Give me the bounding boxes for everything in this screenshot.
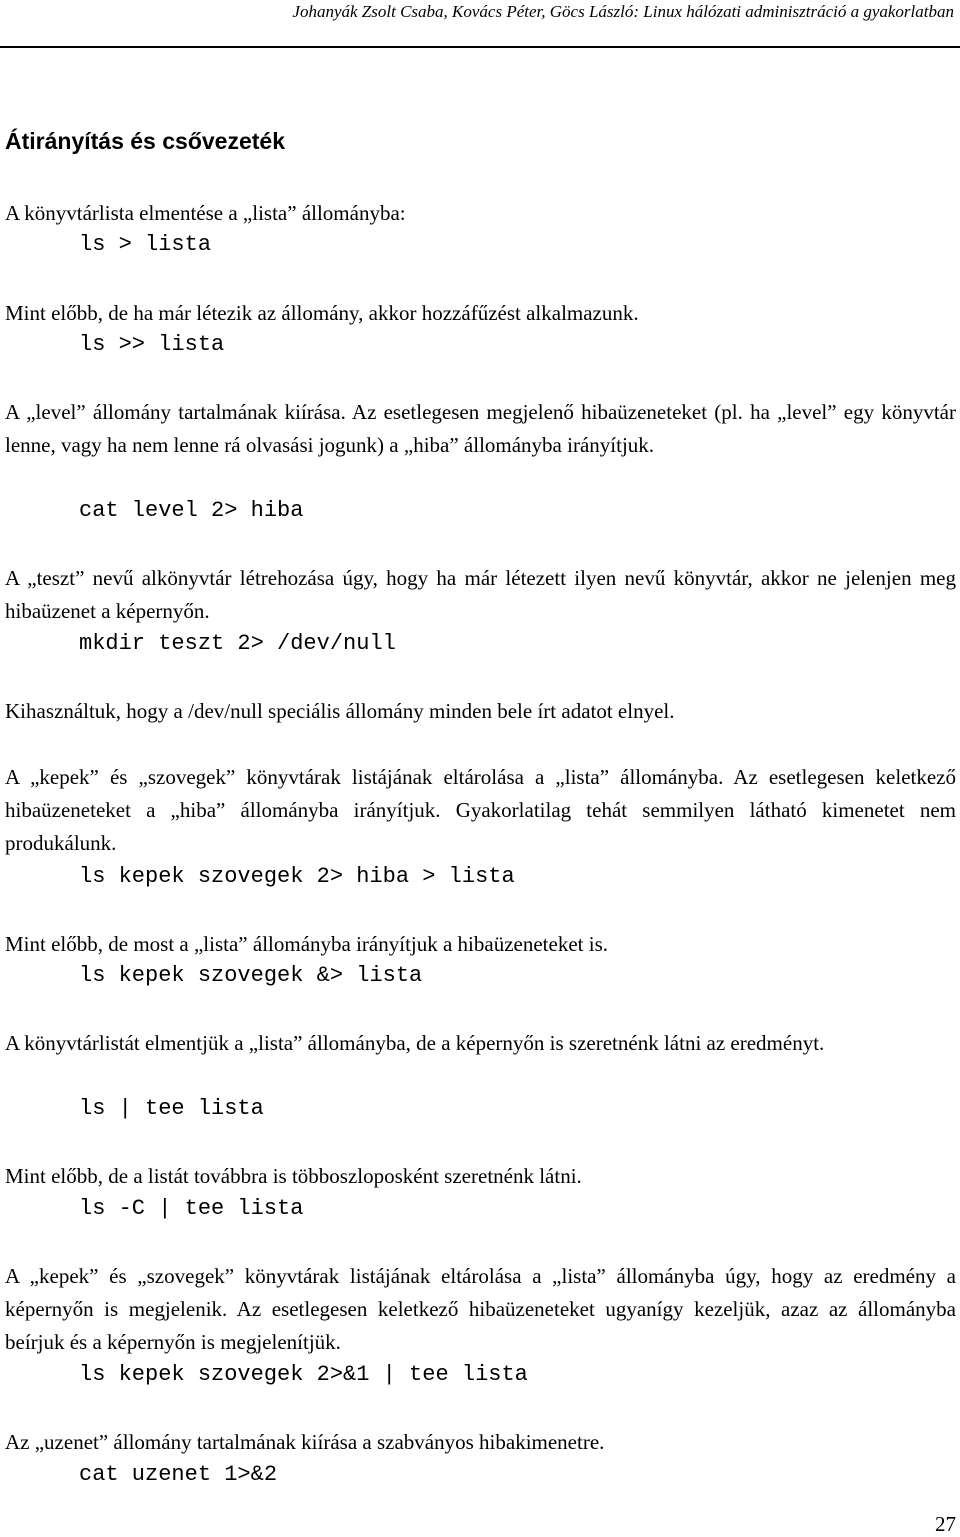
paragraph-mkdir-teszt: A „teszt” nevű alkönyvtár létrehozása úgy, hogy ha már létezett ilyen nevű könyvtár, akkor ne jelenjen meg hibaüzenet a képernyőn.	[5, 566, 956, 623]
paragraph-kepek-szovegek: A „kepek” és „szovegek” könyvtárak listájának eltárolása a „lista” állományba. Az esetlegesen keletkező hibaüzeneteket a „hiba” állományba irányítjuk. Gyakorlatilag tehát semmilyen látható kimenetet nem produkálunk.	[5, 765, 956, 855]
code-ls-ampersand: ls kepek szovegek &> lista	[79, 963, 423, 988]
code-ls-redirect: ls > lista	[79, 232, 212, 257]
paragraph-multicolumn: Mint előbb, de a listát továbbra is többoszloposként szeretnénk látni.	[5, 1164, 582, 1188]
header-divider	[0, 46, 960, 48]
paragraph-save-listing: A könyvtárlista elmentése a „lista” állományba:	[5, 201, 406, 225]
code-cat-level: cat level 2> hiba	[79, 498, 304, 523]
paragraph-errors-too: Mint előbb, de most a „lista” állományba irányítjuk a hibaüzeneteket is.	[5, 932, 608, 956]
paragraph-stderr: Az „uzenet” állomány tartalmának kiírása a szabványos hibakimenetre.	[5, 1430, 605, 1454]
code-ls-2-and-1-tee: ls kepek szovegek 2>&1 | tee lista	[79, 1362, 528, 1387]
code-ls-tee: ls | tee lista	[79, 1096, 264, 1121]
code-ls-append: ls >> lista	[79, 332, 225, 357]
paragraph-tee: A könyvtárlistát elmentjük a „lista” állományba, de a képernyőn is szeretnénk látni az eredményt.	[5, 1031, 825, 1055]
paragraph-append: Mint előbb, de ha már létezik az állomány, akkor hozzáfűzést alkalmazunk.	[5, 301, 639, 325]
code-ls-hiba-lista: ls kepek szovegek 2> hiba > lista	[79, 864, 515, 889]
code-cat-uzenet: cat uzenet 1>&2	[79, 1462, 278, 1487]
paragraph-dev-null: Kihasználtuk, hogy a /dev/null speciális állomány minden bele írt adatot elnyel.	[5, 699, 675, 723]
paragraph-cat-level: A „level” állomány tartalmának kiírása. Az esetlegesen megjelenő hibaüzeneteket (pl. ha „level” egy könyvtár lenne, vagy ha nem lenne rá olvasási jogunk) a „hiba” állományba irányítjuk.	[5, 400, 956, 457]
code-ls-c-tee: ls -C | tee lista	[79, 1196, 304, 1221]
section-title: Átirányítás és csővezeték	[5, 128, 285, 154]
paragraph-tee-errors: A „kepek” és „szovegek” könyvtárak listájának eltárolása a „lista” állományba úgy, hogy az eredmény a képernyőn is megjelenik. Az esetlegesen keletkező hibaüzeneteket ugyanígy kezeljük, azaz az állományba beírjuk és a képernyőn is megjelenítjük.	[5, 1264, 956, 1354]
page-number: 27	[935, 1512, 956, 1536]
code-mkdir-teszt: mkdir teszt 2> /dev/null	[79, 631, 396, 656]
running-header: Johanyák Zsolt Csaba, Kovács Péter, Göcs László: Linux hálózati adminisztráció a gyakorlatban	[292, 2, 954, 21]
